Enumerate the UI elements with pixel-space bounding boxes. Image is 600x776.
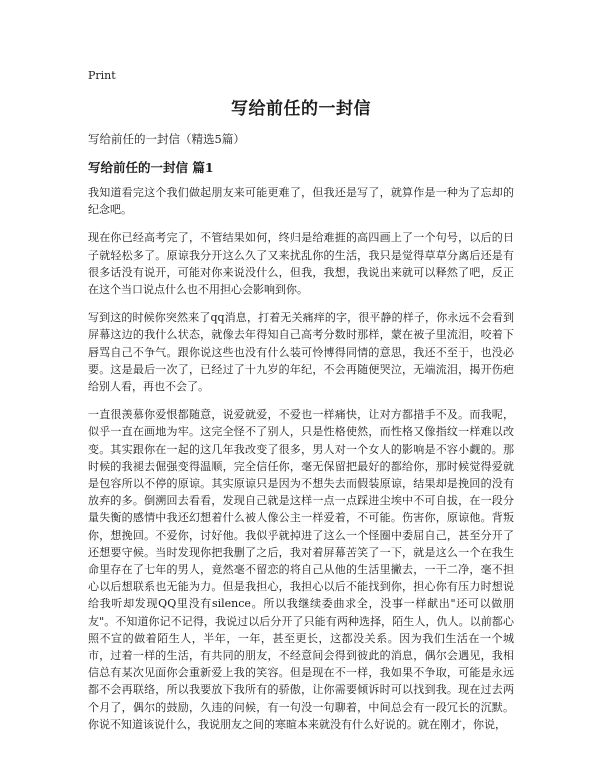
section-heading: 写给前任的一封信 篇1 bbox=[88, 160, 214, 175]
paragraph: 现在你已经高考完了，不管结果如何，终归是给难捱的高四画上了一个句号，以后的日子就轻松多了。原谅我分开这么久了又来扰乱你的生活，我只是觉得草草分离后还是有很多话没有说开，可能对你来说没什么，但我，我想，我说出来就可以释然了吧，反正在这个当口说点什么也不用担心会影响到你。 bbox=[88, 231, 514, 297]
document-title: 写给前任的一封信 bbox=[231, 99, 371, 119]
paragraph: 写到这的时候你突然来了qq消息，打着无关痛痒的字，很平静的样子，你永远不会看到屏幕这边的我什么状态，就像去年得知自己高考分数时那样，蒙在被子里流泪，咬着下唇骂自己不争气。跟你说这些也没有什么装可怜博得同情的意思，我还不至于，也没必要。这是最后一次了，已经过了十九岁的年纪，不会再随便哭泣，无端流泪，揭开伤疤给别人看，再也不会了。 bbox=[88, 311, 514, 394]
paragraph: 一直很羡慕你爱恨都随意，说爱就爱，不爱也一样痛快，让对方都措手不及。而我呢，似乎一直在画地为牢。这完全怪不了别人，只是性格使然，而性格又像指纹一样难以改变。其实跟你在一起的这几年我改变了很多，男人对一个女人的影响是不容小觑的。那时候的我褪去倔强变得温顺，完全信任你，毫无保留把最好的都给你，那时候觉得爱就是包容所以不停的原谅。其实原谅只是因为不想失去而假装原谅，结果却是挽回的没有放弃的多。倒溯回去看看，发现自己就是这样一点一点踩进尘埃中不可自拔，在一段分量失衡的感情中我还幻想着什么被人像公主一样爱着，不可能。伤害你，原谅他。背叛你，想挽回。不爱你，讨好他。我似乎就掉进了这么一个怪圈中委屈自己，甚至分开了还想要守候。当时发现你把我删了之后，我对着屏幕苦笑了一下，就是这么一个在我生命里存在了七年的男人，竟然毫不留恋的将自己从他的生活里撇去，一干二净，毫不担心以后想联系也无能为力。但是我担心，我担心以后不能找到你，担心你有压力时想说给我听却发现QQ里没有silence。所以我继续委曲求全，没事一样献出"还可以做朋友"。不知道你记不记得，我说过以后分开了只能有两种选择，陌生人，仇人。以前都心照不宣的做着陌生人，半年，一年，甚至更长，这都没关系。因为我们生活在一个城市，过着一样的生活，有共同的朋友，不经意间会得到彼此的消息，偶尔会遇见，我相信总有某次见面你会重新爱上我的笑容。但是现在不一样，我如果不争取，可能是永远都不会再联络，所以我要放下我所有的骄傲，让你需要倾诉时可以找到我。现在过去两个月了，偶尔的鼓励，久违的问候，有一句没一句聊着，中间总会有一段冗长的沉默。你说不知道该说什么，我说朋友之间的寒暄本来就没有什么好说的。就在刚才，你说， bbox=[88, 408, 514, 731]
article-body bbox=[88, 184, 514, 744]
paragraph: 我知道看完这个我们做起朋友来可能更难了，但我还是写了，就算作是一种为了忘却的纪念吧。 bbox=[88, 186, 514, 217]
document-subtitle: 写给前任的一封信（精选5篇） bbox=[88, 132, 245, 146]
print-link[interactable]: Print bbox=[88, 69, 116, 82]
